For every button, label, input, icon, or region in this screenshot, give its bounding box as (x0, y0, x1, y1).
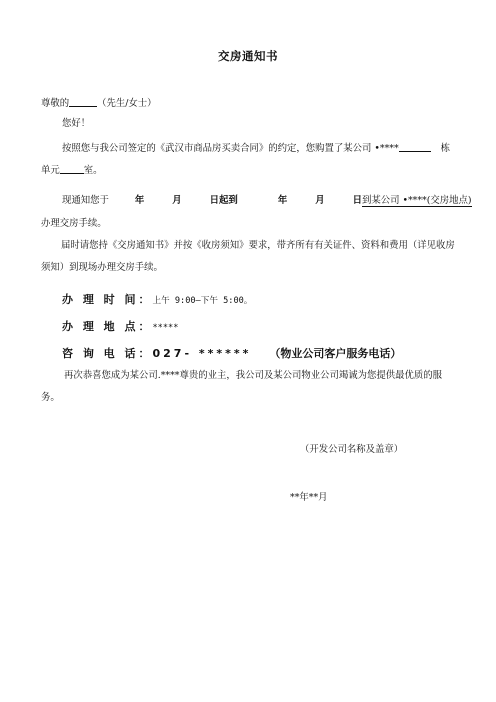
office-hours-label: 办 理 时 间： (62, 293, 153, 306)
office-place-label: 办 理 地 点： (62, 320, 153, 333)
para2-location: 到某公司 •****(交房地点) (361, 195, 472, 206)
para1-building-label: 栋 (440, 143, 451, 154)
date: **年**月 (290, 492, 328, 503)
office-hours-value: 上午 9:00—下午 5:00。 (152, 296, 253, 306)
phone-line (62, 348, 401, 361)
phone-label: 咨 询 电 话：027- ****** (62, 347, 252, 360)
para1-line2 (41, 163, 103, 177)
para2-year2: 年 (277, 195, 288, 206)
para2-year: 年 (134, 195, 145, 206)
signature: （开发公司名称及盖章） (300, 444, 404, 455)
office-hours-line (62, 294, 252, 307)
salutation-suffix: （先生/女士） (97, 98, 157, 109)
para1-line1 (62, 141, 450, 155)
para2-day-from: 日起到 (209, 195, 238, 206)
salutation-prefix: 尊敬的 (41, 98, 70, 109)
unit-blank (60, 163, 84, 174)
para2-month2: 月 (315, 195, 325, 206)
salutation-line (41, 96, 157, 110)
page-title: 交房通知书 (218, 49, 278, 63)
para2-prefix: 现通知您于 (62, 195, 109, 206)
para1-room-label: 室。 (83, 165, 103, 176)
building-blank (399, 141, 431, 152)
office-place-value: ***** (152, 323, 179, 333)
name-blank (69, 96, 97, 107)
para2-month: 月 (172, 195, 182, 206)
closing-paragraph: 再次恭喜您成为某公司.****尊贵的业主，我公司及某公司物业公司竭诚为您提供最优质的服务。 (41, 370, 442, 403)
para1-unit-label: 单元 (41, 165, 60, 176)
para3: 届时请您持《交房通知书》并按《收房须知》要求，带齐所有有关证件、资料和费用（详见收房须知）到现场办理交房手续。 (41, 240, 455, 273)
office-place-line (62, 321, 178, 334)
phone-note: （物业公司客户服务电话） (269, 347, 402, 360)
para2-line1 (62, 195, 472, 207)
para2-suffix: 办理交房手续。 (41, 218, 107, 229)
para2-day-to: 日 (352, 195, 362, 206)
para1-text: 按照您与我公司签定的《武汉市商品房买卖合同》的约定，您购置了某公司 •**** (62, 143, 399, 154)
greeting: 您好！ (62, 118, 91, 129)
